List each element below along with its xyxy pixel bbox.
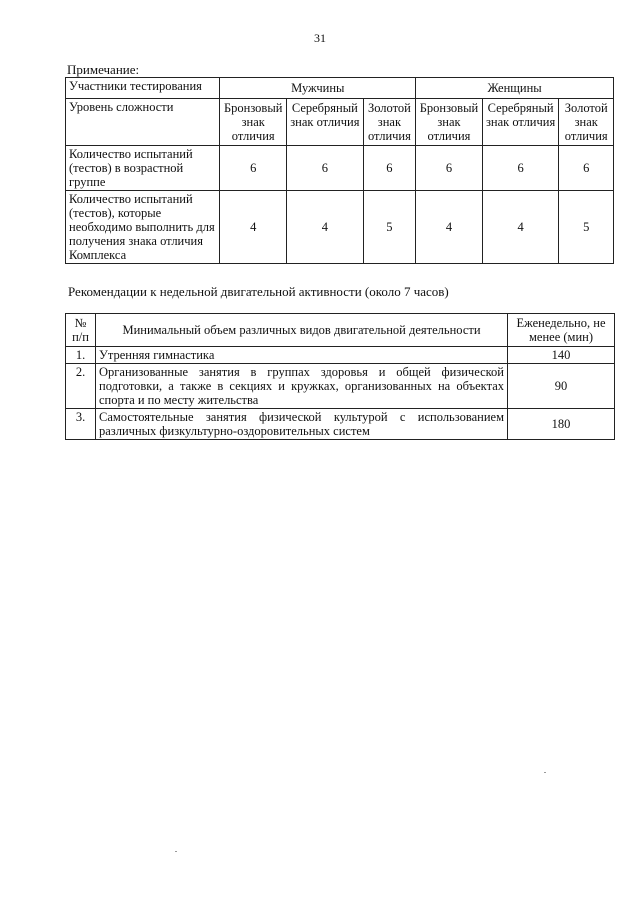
minutes-cell: 140 [508, 347, 615, 364]
value-cell: 6 [559, 146, 614, 191]
men-bronze-badge: Бронзовый знак отличия [220, 99, 287, 146]
value-cell: 6 [482, 146, 559, 191]
women-gold-badge: Золотой знак отличия [559, 99, 614, 146]
minutes-cell: 90 [508, 364, 615, 409]
activity-header: Минимальный объем различных видов двигательной деятельности [96, 314, 508, 347]
men-header: Мужчины [220, 78, 416, 99]
table-row [66, 146, 614, 191]
row-number: 2. [66, 364, 96, 409]
scan-speck [544, 772, 546, 773]
page-number: 31 [314, 31, 326, 45]
scan-speck [175, 851, 177, 852]
number-header: № п/п [66, 314, 96, 347]
men-gold-badge: Золотой знак отличия [363, 99, 415, 146]
women-header: Женщины [416, 78, 614, 99]
difficulty-row [66, 99, 614, 146]
testing-requirements-table [65, 77, 614, 264]
row-number: 1. [66, 347, 96, 364]
value-cell: 6 [220, 146, 287, 191]
table-row [66, 347, 615, 364]
table-header-row [66, 78, 614, 99]
value-cell: 4 [416, 191, 483, 264]
women-bronze-badge: Бронзовый знак отличия [416, 99, 483, 146]
value-cell: 6 [416, 146, 483, 191]
value-cell: 4 [220, 191, 287, 264]
minutes-cell: 180 [508, 409, 615, 440]
value-cell: 4 [287, 191, 364, 264]
tests-required-label: Количество испытаний (тестов), которые необходимо выполнить для получения знака отличия Комплекса [66, 191, 220, 264]
table-row [66, 191, 614, 264]
row-number: 3. [66, 409, 96, 440]
activity-cell: Самостоятельные занятия физической культурой с использованием различных физкультурно-оздоровительных систем [96, 409, 508, 440]
value-cell: 6 [363, 146, 415, 191]
value-cell: 4 [482, 191, 559, 264]
weekly-minutes-header: Еженедельно, не менее (мин) [508, 314, 615, 347]
table-row [66, 409, 615, 440]
value-cell: 6 [287, 146, 364, 191]
activity-cell: Организованные занятия в группах здоровья и общей физической подготовки, а также в секциях и кружках, организованных на объектах спорта и по месту жительства [96, 364, 508, 409]
recommendations-title: Рекомендации к недельной двигательной активности (около 7 часов) [68, 284, 449, 299]
tests-in-age-group-label: Количество испытаний (тестов) в возрастной группе [66, 146, 220, 191]
value-cell: 5 [363, 191, 415, 264]
participants-header: Участники тестирования [66, 78, 220, 99]
value-cell: 5 [559, 191, 614, 264]
difficulty-label: Уровень сложности [66, 99, 220, 146]
men-silver-badge: Серебряный знак отличия [287, 99, 364, 146]
weekly-activity-table [65, 313, 615, 440]
note-label: Примечание: [67, 62, 140, 77]
women-silver-badge: Серебряный знак отличия [482, 99, 559, 146]
table-header-row [66, 314, 615, 347]
table-row [66, 364, 615, 409]
activity-cell: Утренняя гимнастика [96, 347, 508, 364]
